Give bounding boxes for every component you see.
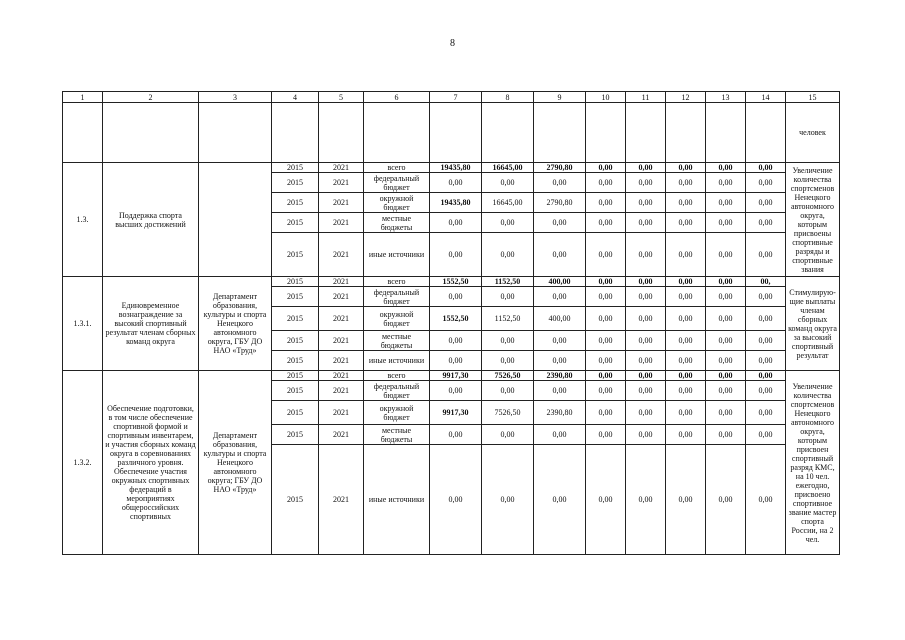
amount-col-12: 0,00	[666, 401, 706, 425]
amount-col-8: 0,00	[482, 351, 534, 371]
expected-result: Стимулирую-щие выплаты членам сборных команд округа за высокий спортивный результат	[786, 277, 840, 371]
funding-source: федеральный бюджет	[364, 287, 430, 307]
amount-col-13: 0,00	[706, 381, 746, 401]
end-year: 2021	[319, 351, 364, 371]
start-year: 2015	[272, 213, 319, 233]
amount-col-11: 0,00	[626, 331, 666, 351]
header-cell: 11	[626, 92, 666, 103]
page-number: 8	[450, 38, 455, 49]
amount-col-14: 0,00	[746, 163, 786, 173]
header-cell: 8	[482, 92, 534, 103]
end-year: 2021	[319, 381, 364, 401]
table-row	[63, 163, 840, 173]
amount-col-13: 0,00	[706, 425, 746, 445]
amount-col-12: 0,00	[666, 381, 706, 401]
amount-col-8: 0,00	[482, 381, 534, 401]
end-year: 2021	[319, 425, 364, 445]
amount-col-11: 0,00	[626, 173, 666, 193]
item-code: 1.3.2.	[63, 371, 103, 555]
end-year: 2021	[319, 371, 364, 381]
amount-col-11: 0,00	[626, 163, 666, 173]
end-year: 2021	[319, 287, 364, 307]
amount-col-14: 0,00	[746, 213, 786, 233]
amount-col-14: 0,00	[746, 401, 786, 425]
amount-col-13: 0,00	[706, 173, 746, 193]
amount-total: 1552,50	[430, 307, 482, 331]
start-year: 2015	[272, 277, 319, 287]
item-code: 1.3.	[63, 163, 103, 277]
amount-col-10: 0,00	[586, 381, 626, 401]
item-name: Обеспечение подготовки, в том числе обеспечение спортивной формой и спортивным инвентарем, и участия сборных команд округа в соревнованиях различного уровня. Обеспечение участия окружных спортивных федераций в мероприятиях общероссийских спортивных	[103, 371, 199, 555]
amount-col-11: 0,00	[626, 371, 666, 381]
funding-source: всего	[364, 277, 430, 287]
amount-col-14: 0,00	[746, 331, 786, 351]
amount-col-8: 16645,00	[482, 193, 534, 213]
amount-col-9: 400,00	[534, 277, 586, 287]
header-cell: 5	[319, 92, 364, 103]
continuation-row	[63, 103, 840, 163]
end-year: 2021	[319, 233, 364, 277]
funding-source: местные бюджеты	[364, 425, 430, 445]
amount-col-13: 0,00	[706, 277, 746, 287]
end-year: 2021	[319, 401, 364, 425]
amount-col-8: 1152,50	[482, 307, 534, 331]
amount-col-12: 0,00	[666, 351, 706, 371]
amount-col-11: 0,00	[626, 233, 666, 277]
end-year: 2021	[319, 163, 364, 173]
funding-source: местные бюджеты	[364, 213, 430, 233]
amount-col-9: 400,00	[534, 307, 586, 331]
start-year: 2015	[272, 371, 319, 381]
amount-col-12: 0,00	[666, 277, 706, 287]
end-year: 2021	[319, 445, 364, 555]
funding-source: местные бюджеты	[364, 331, 430, 351]
amount-total: 0,00	[430, 287, 482, 307]
start-year: 2015	[272, 425, 319, 445]
amount-total: 9917,30	[430, 371, 482, 381]
start-year: 2015	[272, 173, 319, 193]
amount-total: 19435,80	[430, 193, 482, 213]
amount-col-10: 0,00	[586, 425, 626, 445]
header-cell: 7	[430, 92, 482, 103]
amount-col-10: 0,00	[586, 163, 626, 173]
amount-total: 1552,50	[430, 277, 482, 287]
item-executor	[199, 163, 272, 277]
amount-col-13: 0,00	[706, 163, 746, 173]
amount-col-11: 0,00	[626, 425, 666, 445]
start-year: 2015	[272, 401, 319, 425]
amount-col-14: 0,00	[746, 173, 786, 193]
header-cell: 12	[666, 92, 706, 103]
start-year: 2015	[272, 445, 319, 555]
amount-col-9: 2390,80	[534, 401, 586, 425]
amount-col-12: 0,00	[666, 331, 706, 351]
end-year: 2021	[319, 307, 364, 331]
amount-col-9: 2390,80	[534, 371, 586, 381]
amount-col-13: 0,00	[706, 287, 746, 307]
amount-col-11: 0,00	[626, 351, 666, 371]
amount-col-9: 2790,80	[534, 193, 586, 213]
amount-col-9: 2790,80	[534, 163, 586, 173]
amount-total: 0,00	[430, 173, 482, 193]
header-row	[63, 92, 840, 103]
amount-col-14: 0,00	[746, 381, 786, 401]
amount-col-11: 0,00	[626, 287, 666, 307]
amount-total: 0,00	[430, 351, 482, 371]
table-row	[63, 371, 840, 381]
amount-col-10: 0,00	[586, 401, 626, 425]
amount-col-12: 0,00	[666, 425, 706, 445]
continuation-text: человек	[786, 103, 840, 163]
amount-col-8: 0,00	[482, 425, 534, 445]
funding-source: федеральный бюджет	[364, 381, 430, 401]
item-name: Единовременное вознаграждение за высокий спортивный результат членам сборных команд округа	[103, 277, 199, 371]
amount-col-13: 0,00	[706, 233, 746, 277]
amount-col-12: 0,00	[666, 193, 706, 213]
header-cell: 4	[272, 92, 319, 103]
amount-col-11: 0,00	[626, 401, 666, 425]
amount-col-9: 0,00	[534, 233, 586, 277]
header-cell: 13	[706, 92, 746, 103]
header-cell: 14	[746, 92, 786, 103]
amount-col-10: 0,00	[586, 371, 626, 381]
end-year: 2021	[319, 193, 364, 213]
header-cell: 9	[534, 92, 586, 103]
header-cell: 1	[63, 92, 103, 103]
expected-result: Увеличение количества спортсменов Ненецкого автономного округа, которым присвоен спортивный разряд КМС, на 10 чел. ежегодно, присвоено спортивное звание мастер спорта России, на 2 чел.	[786, 371, 840, 555]
amount-col-11: 0,00	[626, 213, 666, 233]
amount-col-14: 0,00	[746, 233, 786, 277]
header-cell: 10	[586, 92, 626, 103]
amount-total: 0,00	[430, 445, 482, 555]
amount-col-12: 0,00	[666, 233, 706, 277]
end-year: 2021	[319, 331, 364, 351]
amount-col-13: 0,00	[706, 401, 746, 425]
amount-col-8: 1152,50	[482, 277, 534, 287]
amount-col-9: 0,00	[534, 425, 586, 445]
amount-col-14: 00,	[746, 277, 786, 287]
amount-total: 19435,80	[430, 163, 482, 173]
end-year: 2021	[319, 213, 364, 233]
amount-col-14: 0,00	[746, 445, 786, 555]
funding-source: иные источники	[364, 233, 430, 277]
amount-total: 0,00	[430, 331, 482, 351]
amount-col-13: 0,00	[706, 331, 746, 351]
amount-col-9: 0,00	[534, 331, 586, 351]
amount-col-10: 0,00	[586, 193, 626, 213]
header-cell: 2	[103, 92, 199, 103]
amount-col-10: 0,00	[586, 445, 626, 555]
amount-col-12: 0,00	[666, 213, 706, 233]
funding-source: всего	[364, 163, 430, 173]
amount-col-14: 0,00	[746, 425, 786, 445]
end-year: 2021	[319, 277, 364, 287]
header-cell: 15	[786, 92, 840, 103]
amount-total: 0,00	[430, 213, 482, 233]
amount-col-12: 0,00	[666, 445, 706, 555]
expected-result: Увеличение количества спортсменов Ненецкого автономного округа, которым присвоены спортивные разряды и спортивные звания	[786, 163, 840, 277]
amount-total: 9917,30	[430, 401, 482, 425]
amount-col-9: 0,00	[534, 213, 586, 233]
start-year: 2015	[272, 163, 319, 173]
header-cell: 6	[364, 92, 430, 103]
amount-total: 0,00	[430, 233, 482, 277]
amount-col-10: 0,00	[586, 213, 626, 233]
start-year: 2015	[272, 331, 319, 351]
amount-col-9: 0,00	[534, 287, 586, 307]
amount-col-8: 0,00	[482, 173, 534, 193]
funding-source: окружной бюджет	[364, 401, 430, 425]
amount-col-14: 0,00	[746, 351, 786, 371]
amount-col-13: 0,00	[706, 445, 746, 555]
amount-col-12: 0,00	[666, 371, 706, 381]
start-year: 2015	[272, 233, 319, 277]
amount-col-11: 0,00	[626, 381, 666, 401]
item-code: 1.3.1.	[63, 277, 103, 371]
start-year: 2015	[272, 381, 319, 401]
amount-col-9: 0,00	[534, 173, 586, 193]
amount-col-8: 0,00	[482, 445, 534, 555]
amount-col-8: 0,00	[482, 233, 534, 277]
table-body	[63, 92, 840, 555]
amount-col-10: 0,00	[586, 173, 626, 193]
amount-col-10: 0,00	[586, 307, 626, 331]
amount-col-12: 0,00	[666, 287, 706, 307]
item-executor: Департамент образования, культуры и спорта Ненецкого автономного округа, ГБУ ДО НАО «Труд»	[199, 277, 272, 371]
funding-source: иные источники	[364, 351, 430, 371]
amount-col-8: 0,00	[482, 331, 534, 351]
amount-col-13: 0,00	[706, 371, 746, 381]
amount-col-14: 0,00	[746, 371, 786, 381]
amount-col-10: 0,00	[586, 233, 626, 277]
funding-source: окружной бюджет	[364, 193, 430, 213]
funding-source: иные источники	[364, 445, 430, 555]
amount-col-8: 7526,50	[482, 371, 534, 381]
funding-source: окружной бюджет	[364, 307, 430, 331]
header-cell: 3	[199, 92, 272, 103]
amount-col-12: 0,00	[666, 307, 706, 331]
funding-source: всего	[364, 371, 430, 381]
start-year: 2015	[272, 287, 319, 307]
amount-col-10: 0,00	[586, 351, 626, 371]
item-executor: Департамент образования, культуры и спорта Ненецкого автономного округа; ГБУ ДО НАО «Труд»	[199, 371, 272, 555]
amount-col-14: 0,00	[746, 307, 786, 331]
start-year: 2015	[272, 351, 319, 371]
amount-col-12: 0,00	[666, 163, 706, 173]
amount-col-10: 0,00	[586, 331, 626, 351]
amount-col-8: 0,00	[482, 287, 534, 307]
amount-col-13: 0,00	[706, 213, 746, 233]
amount-col-10: 0,00	[586, 287, 626, 307]
amount-col-10: 0,00	[586, 277, 626, 287]
amount-col-13: 0,00	[706, 193, 746, 213]
item-name: Поддержка спорта высших достижений	[103, 163, 199, 277]
amount-col-14: 0,00	[746, 193, 786, 213]
amount-col-9: 0,00	[534, 351, 586, 371]
amount-col-8: 16645,00	[482, 163, 534, 173]
amount-col-13: 0,00	[706, 307, 746, 331]
program-table	[62, 91, 840, 555]
amount-col-11: 0,00	[626, 277, 666, 287]
amount-total: 0,00	[430, 381, 482, 401]
table-row	[63, 277, 840, 287]
start-year: 2015	[272, 193, 319, 213]
amount-col-8: 0,00	[482, 213, 534, 233]
funding-source: федеральный бюджет	[364, 173, 430, 193]
amount-col-8: 7526,50	[482, 401, 534, 425]
amount-col-9: 0,00	[534, 381, 586, 401]
end-year: 2021	[319, 173, 364, 193]
amount-col-11: 0,00	[626, 307, 666, 331]
amount-col-9: 0,00	[534, 445, 586, 555]
amount-col-12: 0,00	[666, 173, 706, 193]
amount-total: 0,00	[430, 425, 482, 445]
start-year: 2015	[272, 307, 319, 331]
amount-col-14: 0,00	[746, 287, 786, 307]
amount-col-11: 0,00	[626, 193, 666, 213]
amount-col-11: 0,00	[626, 445, 666, 555]
amount-col-13: 0,00	[706, 351, 746, 371]
